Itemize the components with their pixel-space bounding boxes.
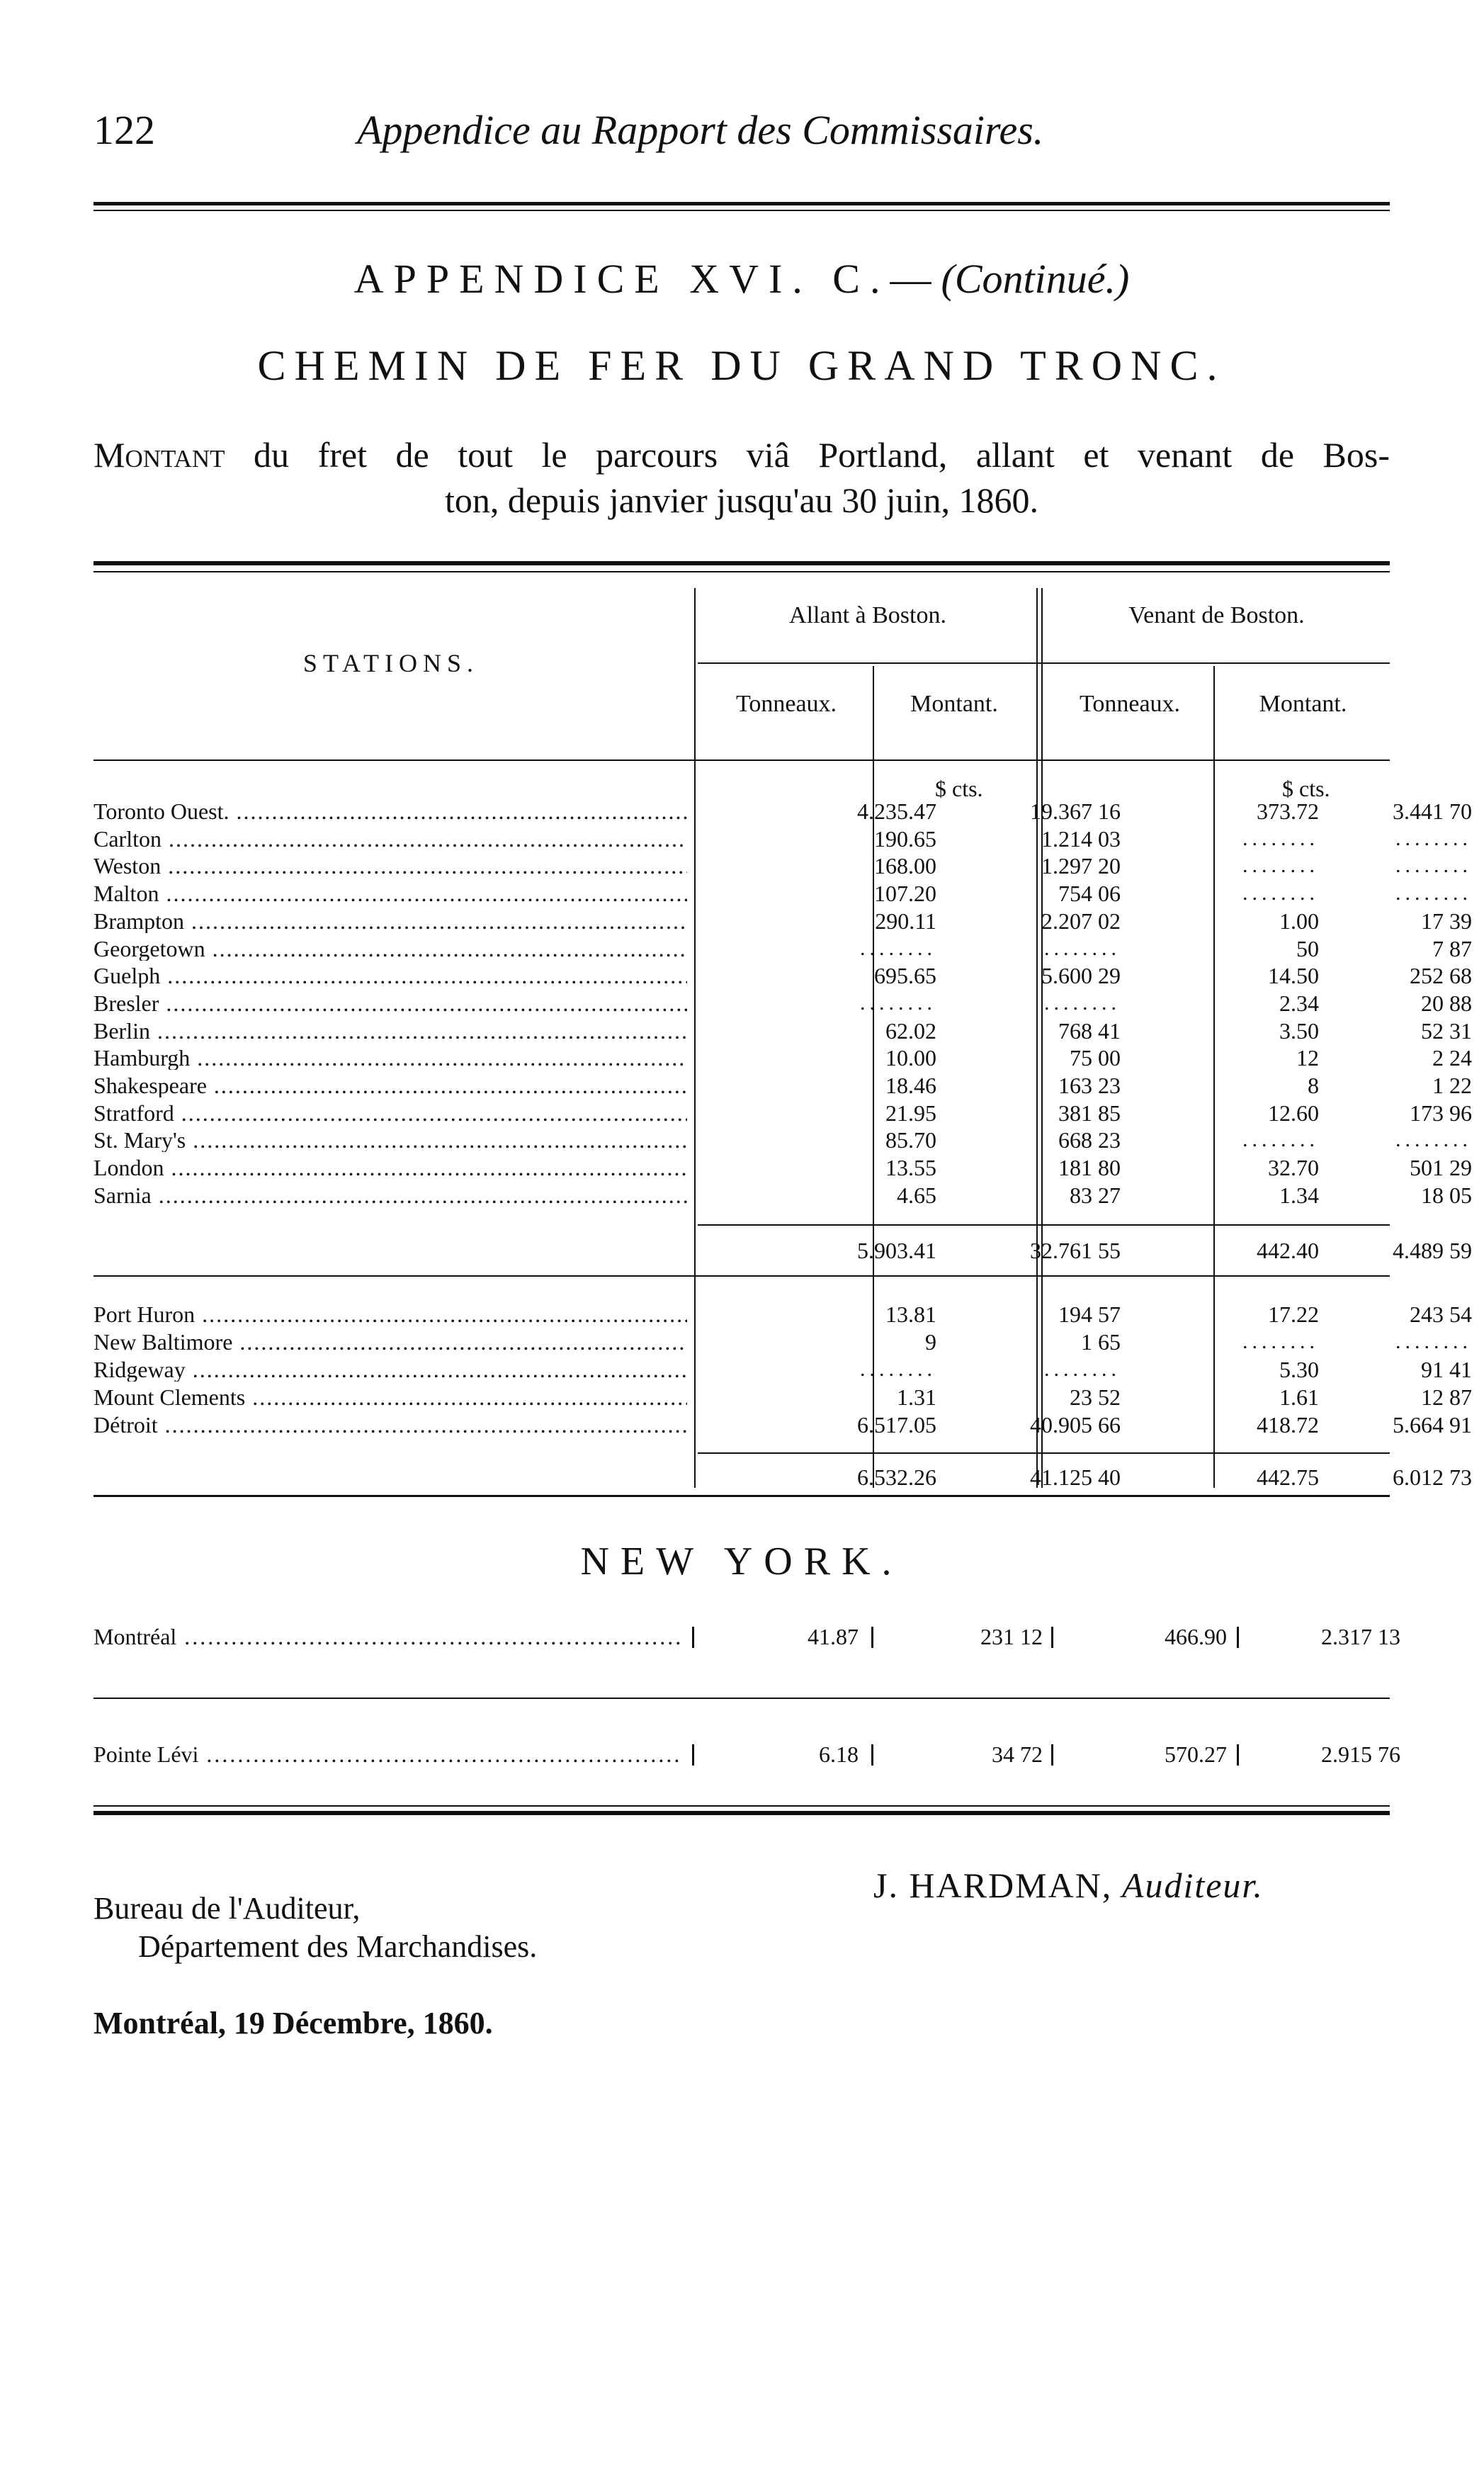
station-name: Guelph ..... xyxy=(94,964,687,988)
montant-venant-cell: 20 88 xyxy=(1421,990,1472,1016)
tonneaux-venant-cell: 1.61 xyxy=(1279,1384,1319,1410)
new-york-row-montreal xyxy=(94,1622,1400,1651)
montant-venant-cell: 252 68 xyxy=(1410,963,1472,989)
col-header-montant-1: Montant. xyxy=(910,691,998,717)
col-header-tonneaux-1: Tonneaux. xyxy=(735,691,837,717)
tonneaux-venant-cell: 32.70 xyxy=(1268,1155,1319,1181)
montant-allant-cell: 381 85 xyxy=(1058,1100,1121,1126)
company-title: CHEMIN DE FER DU GRAND TRONC. xyxy=(257,342,1226,389)
subtotal-1-montant-allant: 32.761 55 xyxy=(1030,1238,1121,1263)
montant-allant: 34 72 xyxy=(992,1741,1043,1767)
tonneaux-venant-cell: 1.00 xyxy=(1279,908,1319,934)
montant-allant-cell: 23 52 xyxy=(1070,1384,1121,1410)
new-york-row-pointe-levi xyxy=(94,1740,1400,1768)
tonneaux-allant: 6.18 xyxy=(819,1741,859,1767)
montant-venant-cell: ........ xyxy=(1395,1330,1472,1353)
tonneaux-allant-cell: 290.11 xyxy=(875,908,936,934)
table-row xyxy=(94,1357,1472,1382)
closing-rule-thin xyxy=(94,1805,1390,1807)
table-row xyxy=(94,1301,1472,1327)
table-row xyxy=(94,798,1472,824)
tonneaux-venant: 466.90 xyxy=(1165,1624,1227,1649)
tonneaux-venant-cell: 50 xyxy=(1296,935,1319,961)
subtotal-2-tonneaux-allant: 6.532.26 xyxy=(857,1464,936,1490)
tonneaux-venant-cell: 14.50 xyxy=(1268,963,1319,989)
tonneaux-allant-cell: 13.81 xyxy=(885,1301,936,1327)
description-line-1-text: du fret de tout le parcours viâ Portland, allant et venant de Bos- xyxy=(225,435,1390,475)
montant-allant-cell: 163 23 xyxy=(1058,1073,1121,1098)
station-name: Mount Clements ..... xyxy=(94,1385,687,1409)
montant-allant-cell: 668 23 xyxy=(1058,1127,1121,1153)
table-row xyxy=(94,908,1472,934)
tonneaux-allant-cell: ........ xyxy=(860,936,936,960)
table-description xyxy=(94,432,1390,523)
subtotal-2-tonneaux-venant: 442.75 xyxy=(1257,1464,1319,1490)
tonneaux-venant-cell: ........ xyxy=(1242,1330,1319,1353)
closing-rule-thick xyxy=(94,1811,1390,1815)
tonneaux-allant-cell: 4.65 xyxy=(897,1182,936,1208)
montant-venant-cell: 3.441 70 xyxy=(1393,798,1472,824)
col-header-tonneaux-2: Tonneaux. xyxy=(1079,691,1181,717)
auditor-signature xyxy=(873,1865,1264,1906)
subtotal-row-1 xyxy=(94,1238,1472,1263)
tonneaux-venant: 570.27 xyxy=(1165,1741,1227,1767)
tonneaux-venant-cell: 418.72 xyxy=(1257,1412,1319,1438)
tonneaux-allant-cell: 13.55 xyxy=(885,1155,936,1181)
continued-label: (Continué.) xyxy=(941,256,1130,302)
tonneaux-allant-cell: 4.235.47 xyxy=(857,798,936,824)
table-row xyxy=(94,1182,1472,1208)
station-name: Sarnia ..... xyxy=(94,1183,687,1207)
montant-allant-cell: 40.905 66 xyxy=(1030,1412,1121,1438)
station-name: Toronto Ouest. ..... xyxy=(94,799,687,823)
auditor-name: J. HARDMAN, xyxy=(873,1865,1113,1905)
units-label-venant: $ cts. xyxy=(1282,776,1330,801)
montant-allant-cell: 5.600 29 xyxy=(1041,963,1121,989)
subtotal-1-tonneaux-allant: 5.903.41 xyxy=(857,1238,936,1263)
montant-venant-cell: ........ xyxy=(1395,1128,1472,1152)
station-name: Georgetown ..... xyxy=(94,937,687,961)
tonneaux-allant-cell: 21.95 xyxy=(885,1100,936,1126)
subtotal-2-montant-venant: 6.012 73 xyxy=(1393,1464,1472,1490)
montant-allant-cell: 75 00 xyxy=(1070,1045,1121,1071)
montant-venant-cell: 18 05 xyxy=(1421,1182,1472,1208)
table-row xyxy=(94,963,1472,989)
station-name: New Baltimore ..... xyxy=(94,1330,687,1354)
montant-venant-cell: ........ xyxy=(1395,854,1472,878)
station-name: St. Mary's ..... xyxy=(94,1128,687,1152)
montant-allant-cell: 754 06 xyxy=(1058,881,1121,907)
running-head xyxy=(94,106,1390,163)
tonneaux-allant-cell: 190.65 xyxy=(874,825,936,852)
cell-divider xyxy=(1237,1627,1239,1648)
tonneaux-venant-cell: 5.30 xyxy=(1279,1357,1319,1382)
montant-allant-cell: 1.214 03 xyxy=(1041,825,1121,852)
stations-header: STATIONS. xyxy=(302,649,480,677)
montant-venant-cell: 243 54 xyxy=(1410,1301,1472,1327)
tonneaux-venant-cell: 17.22 xyxy=(1268,1301,1319,1327)
new-york-title: NEW YORK. xyxy=(580,1540,903,1583)
station-name: Brampton ..... xyxy=(94,909,687,933)
montant-venant-cell: 5.664 91 xyxy=(1393,1412,1472,1438)
station-name: Stratford ..... xyxy=(94,1101,687,1125)
tonneaux-venant-cell: 373.72 xyxy=(1257,798,1319,824)
station-name: Détroit ..... xyxy=(94,1413,687,1437)
station-name: Pointe Lévi ..... xyxy=(94,1740,681,1768)
station-name: Berlin ..... xyxy=(94,1019,687,1043)
tonneaux-allant-cell: 10.00 xyxy=(885,1045,936,1071)
col-header-montant-2: Montant. xyxy=(1259,691,1347,717)
cell-divider xyxy=(1051,1744,1053,1766)
cell-divider xyxy=(692,1744,694,1766)
tonneaux-allant-cell: 168.00 xyxy=(874,853,936,879)
header-rule-thin xyxy=(94,210,1390,211)
montant-allant-cell: 194 57 xyxy=(1058,1301,1121,1327)
tonneaux-allant: 41.87 xyxy=(808,1624,859,1649)
page-number: 122 xyxy=(94,107,155,153)
table-row xyxy=(94,1100,1472,1126)
montant-venant-cell: 17 39 xyxy=(1421,908,1472,934)
table-row xyxy=(94,1155,1472,1181)
montant-allant-cell: 181 80 xyxy=(1058,1155,1121,1181)
tonneaux-venant-cell: ........ xyxy=(1242,1128,1319,1152)
table-row xyxy=(94,935,1472,961)
cell-divider xyxy=(871,1744,873,1766)
montant-venant: 2.317 13 xyxy=(1321,1624,1400,1649)
montant-venant-cell: ........ xyxy=(1395,826,1472,850)
table-top-rule-thin xyxy=(94,571,1390,572)
station-name: Carlton ..... xyxy=(94,827,687,851)
station-name: Malton ..... xyxy=(94,881,687,905)
cell-divider xyxy=(692,1627,694,1648)
appendix-title xyxy=(94,255,1390,303)
station-name: Hamburgh ..... xyxy=(94,1046,687,1070)
group-header-allant: Allant à Boston. xyxy=(789,602,946,628)
table-row xyxy=(94,825,1472,852)
table-row xyxy=(94,1045,1472,1071)
tonneaux-allant-cell: 107.20 xyxy=(874,881,936,907)
station-name: Shakespeare ..... xyxy=(94,1073,687,1097)
tonneaux-allant-cell: 695.65 xyxy=(874,963,936,989)
table-row xyxy=(94,1412,1472,1438)
new-york-row-rule xyxy=(94,1698,1390,1699)
station-name: Montréal ..... xyxy=(94,1622,681,1651)
running-title: Appendice au Rapport des Commissaires. xyxy=(357,107,1044,153)
montant-allant-cell: 2.207 02 xyxy=(1041,908,1121,934)
office-line-1: Bureau de l'Auditeur, xyxy=(94,1891,361,1926)
tonneaux-venant-cell: 12.60 xyxy=(1268,1100,1319,1126)
table-row xyxy=(94,881,1472,907)
group-header-rule xyxy=(698,662,1390,664)
table-top-rule-thick xyxy=(94,561,1390,565)
station-name: Bresler ..... xyxy=(94,991,687,1015)
appendix-label: APPENDICE XVI. C.— xyxy=(353,256,941,302)
montant-venant-cell: ........ xyxy=(1395,881,1472,905)
tonneaux-venant-cell: 1.34 xyxy=(1279,1182,1319,1208)
tonneaux-venant-cell: 2.34 xyxy=(1279,990,1319,1016)
group-header-venant: Venant de Boston. xyxy=(1128,602,1305,628)
montant-venant-cell: 91 41 xyxy=(1421,1357,1472,1382)
auditor-role: Auditeur. xyxy=(1112,1865,1264,1905)
place-date: Montréal, 19 Décembre, 1860. xyxy=(94,2006,493,2040)
tonneaux-allant-cell: 18.46 xyxy=(885,1073,936,1098)
tonneaux-allant-cell: 9 xyxy=(925,1329,936,1355)
montant-venant-cell: 12 87 xyxy=(1421,1384,1472,1410)
montant-allant-cell: 83 27 xyxy=(1070,1182,1121,1208)
table-bottom-rule xyxy=(94,1495,1390,1497)
description-line-2: ton, depuis janvier jusqu'au 30 juin, 1860. xyxy=(444,480,1039,520)
subtotal-2-montant-allant: 41.125 40 xyxy=(1030,1464,1121,1490)
subtotal-row-2 xyxy=(94,1464,1472,1490)
tonneaux-venant-cell: 12 xyxy=(1296,1045,1319,1071)
montant-allant-cell: 19.367 16 xyxy=(1030,798,1121,824)
table-row xyxy=(94,1127,1472,1153)
tonneaux-venant-cell: ........ xyxy=(1242,881,1319,905)
table-row xyxy=(94,1384,1472,1410)
montant-allant-cell: ........ xyxy=(1044,1357,1121,1381)
tonneaux-allant-cell: 6.517.05 xyxy=(857,1412,936,1438)
montant-allant-cell: ........ xyxy=(1044,936,1121,960)
station-name: Weston ..... xyxy=(94,854,687,878)
montant-venant-cell: 52 31 xyxy=(1421,1017,1472,1044)
cell-divider xyxy=(871,1627,873,1648)
tonneaux-allant-cell: 1.31 xyxy=(897,1384,936,1410)
tonneaux-allant-cell: ........ xyxy=(860,1357,936,1381)
montant-venant-cell: 2 24 xyxy=(1432,1045,1472,1071)
montant-allant-cell: 1.297 20 xyxy=(1041,853,1121,879)
montant-venant-cell: 501 29 xyxy=(1410,1155,1472,1181)
table-row xyxy=(94,1017,1472,1044)
header-bottom-rule xyxy=(94,759,1390,761)
montant-allant-cell: 1 65 xyxy=(1081,1329,1121,1355)
tonneaux-venant-cell: 8 xyxy=(1308,1073,1319,1098)
tonneaux-venant-cell: ........ xyxy=(1242,826,1319,850)
cell-divider xyxy=(1051,1627,1053,1648)
office-line-2: Département des Marchandises. xyxy=(138,1929,538,1964)
section-divider-rule xyxy=(94,1275,1390,1277)
tonneaux-venant-cell: ........ xyxy=(1242,854,1319,878)
table-row xyxy=(94,1329,1472,1355)
subtotal-2-rule xyxy=(698,1452,1390,1454)
montant-allant-cell: 768 41 xyxy=(1058,1017,1121,1044)
station-name: Port Huron ..... xyxy=(94,1302,687,1326)
table-row xyxy=(94,1073,1472,1098)
table-row xyxy=(94,990,1472,1016)
cell-divider xyxy=(1237,1744,1239,1766)
montant-venant: 2.915 76 xyxy=(1321,1741,1400,1767)
tonneaux-venant-cell: 3.50 xyxy=(1279,1017,1319,1044)
tonneaux-allant-cell: ........ xyxy=(860,990,936,1015)
description-line-1 xyxy=(94,432,1390,478)
montant-venant-cell: 173 96 xyxy=(1410,1100,1472,1126)
tonneaux-allant-cell: 85.70 xyxy=(885,1127,936,1153)
subtotal-1-rule xyxy=(698,1224,1390,1226)
montant-allant-cell: ........ xyxy=(1044,990,1121,1015)
units-label-allant: $ cts. xyxy=(935,776,983,801)
montant-venant-cell: 7 87 xyxy=(1432,935,1472,961)
station-name: London ..... xyxy=(94,1156,687,1180)
description-smallcaps: Montant xyxy=(94,435,225,475)
montant-allant: 231 12 xyxy=(980,1624,1043,1649)
subtotal-1-tonneaux-venant: 442.40 xyxy=(1257,1238,1319,1263)
header-rule-thick xyxy=(94,202,1390,205)
station-name: Ridgeway ..... xyxy=(94,1357,687,1382)
montant-venant-cell: 1 22 xyxy=(1432,1073,1472,1098)
table-row xyxy=(94,853,1472,879)
subtotal-1-montant-venant: 4.489 59 xyxy=(1393,1238,1472,1263)
tonneaux-allant-cell: 62.02 xyxy=(885,1017,936,1044)
